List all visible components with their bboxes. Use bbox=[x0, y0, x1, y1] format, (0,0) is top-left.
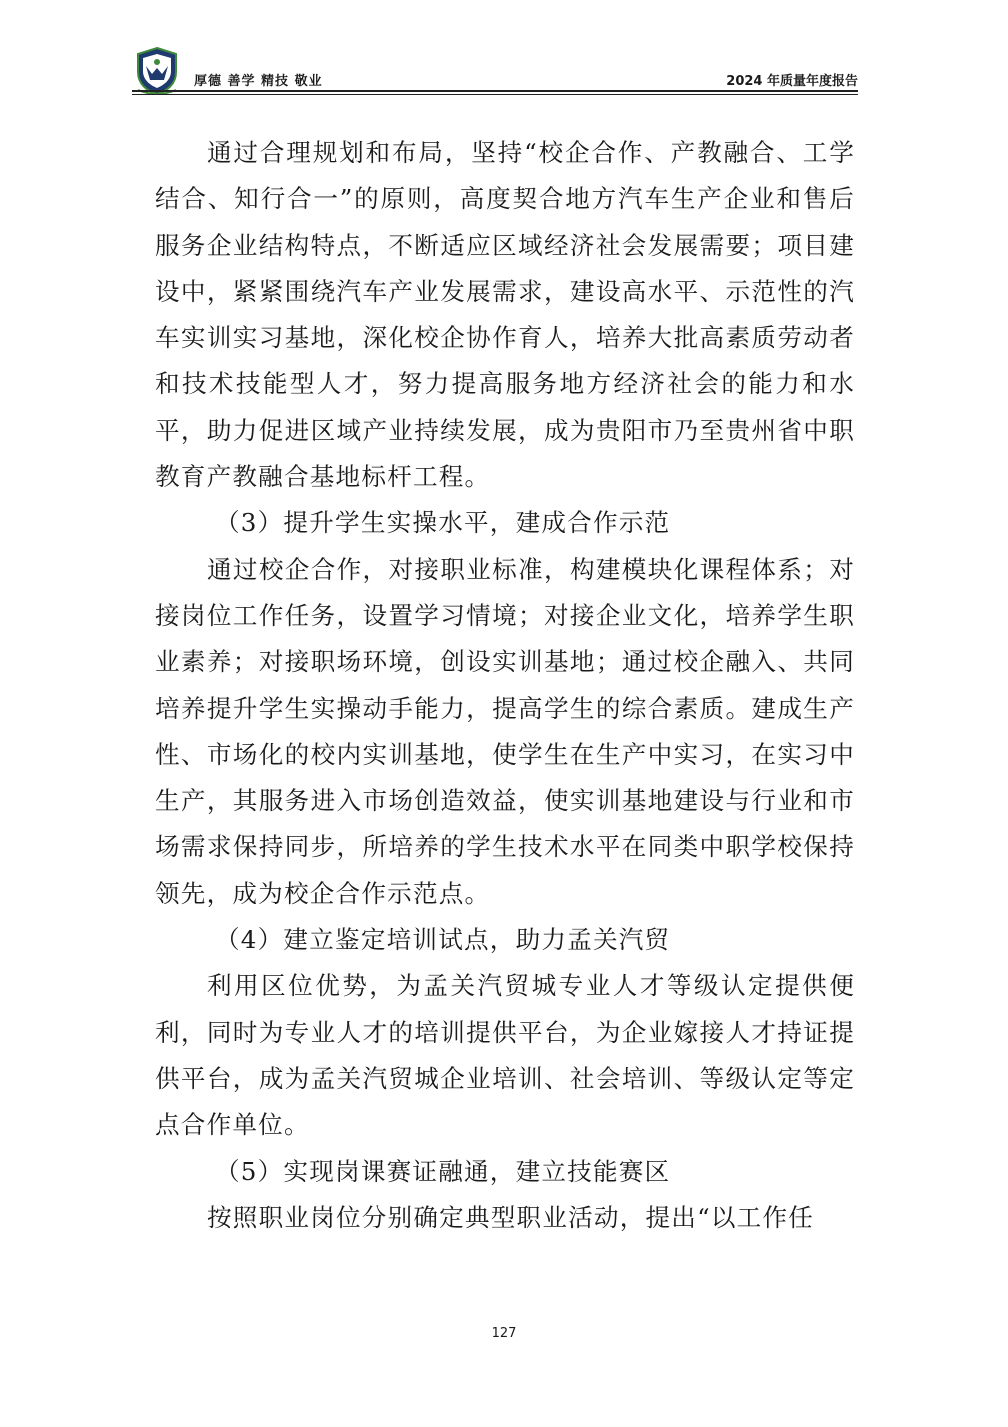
school-crest-icon bbox=[134, 46, 180, 96]
section-heading-5: （5）实现岗课赛证融通，建立技能赛区 bbox=[215, 1156, 671, 1186]
section-heading-4: （4）建立鉴定培训试点，助力孟关汽贸 bbox=[215, 925, 671, 955]
report-title: 2024 年质量年度报告 bbox=[726, 74, 858, 89]
school-motto: 厚德 善学 精技 敬业 bbox=[194, 74, 323, 89]
paragraph-3: 利用区位优势，为孟关汽贸城专业人才等级认定提供便利，同时为专业人才的培训提供平台，为企业嫁接人才持证提供平台，成为孟关汽贸城企业培训、社会培训、等级认定等定点合作单位。 bbox=[155, 971, 855, 1140]
page-number: 127 bbox=[491, 1326, 517, 1341]
page-header bbox=[132, 44, 858, 96]
paragraph-4: 按照职业岗位分别确定典型职业活动，提出“以工作任 bbox=[207, 1202, 815, 1232]
header-rule bbox=[132, 90, 858, 92]
paragraph-1: 通过合理规划和布局，坚持“校企合作、产教融合、工学结合、知行合一”的原则，高度契合地方汽车生产企业和售后服务企业结构特点，不断适应区域经济社会发展需要；项目建设中，紧紧围绕汽车产业发展需求，建设高水平、示范性的汽车实训实习基地，深化校企协作育人，培养大批高素质劳动者和技术技能型人才，努力提高服务地方经济社会的能力和水平，助力促进区域产业持续发展，成为贵阳市乃至贵州省中职教育产教融合基地标杆工程。 bbox=[155, 138, 855, 492]
header-rule-thin bbox=[132, 94, 858, 95]
section-heading-3: （3）提升学生实操水平，建成合作示范 bbox=[215, 508, 671, 538]
document-body bbox=[155, 130, 855, 1241]
paragraph-2: 通过校企合作，对接职业标准，构建模块化课程体系；对接岗位工作任务，设置学习情境；对接企业文化，培养学生职业素养；对接职场环境，创设实训基地；通过校企融入、共同培养提升学生实操动手能力，提高学生的综合素质。建成生产性、市场化的校内实训基地，使学生在生产中实习，在实习中生产，其服务进入市场创造效益，使实训基地建设与行业和市场需求保持同步，所培养的学生技术水平在同类中职学校保持领先，成为校企合作示范点。 bbox=[155, 554, 855, 908]
